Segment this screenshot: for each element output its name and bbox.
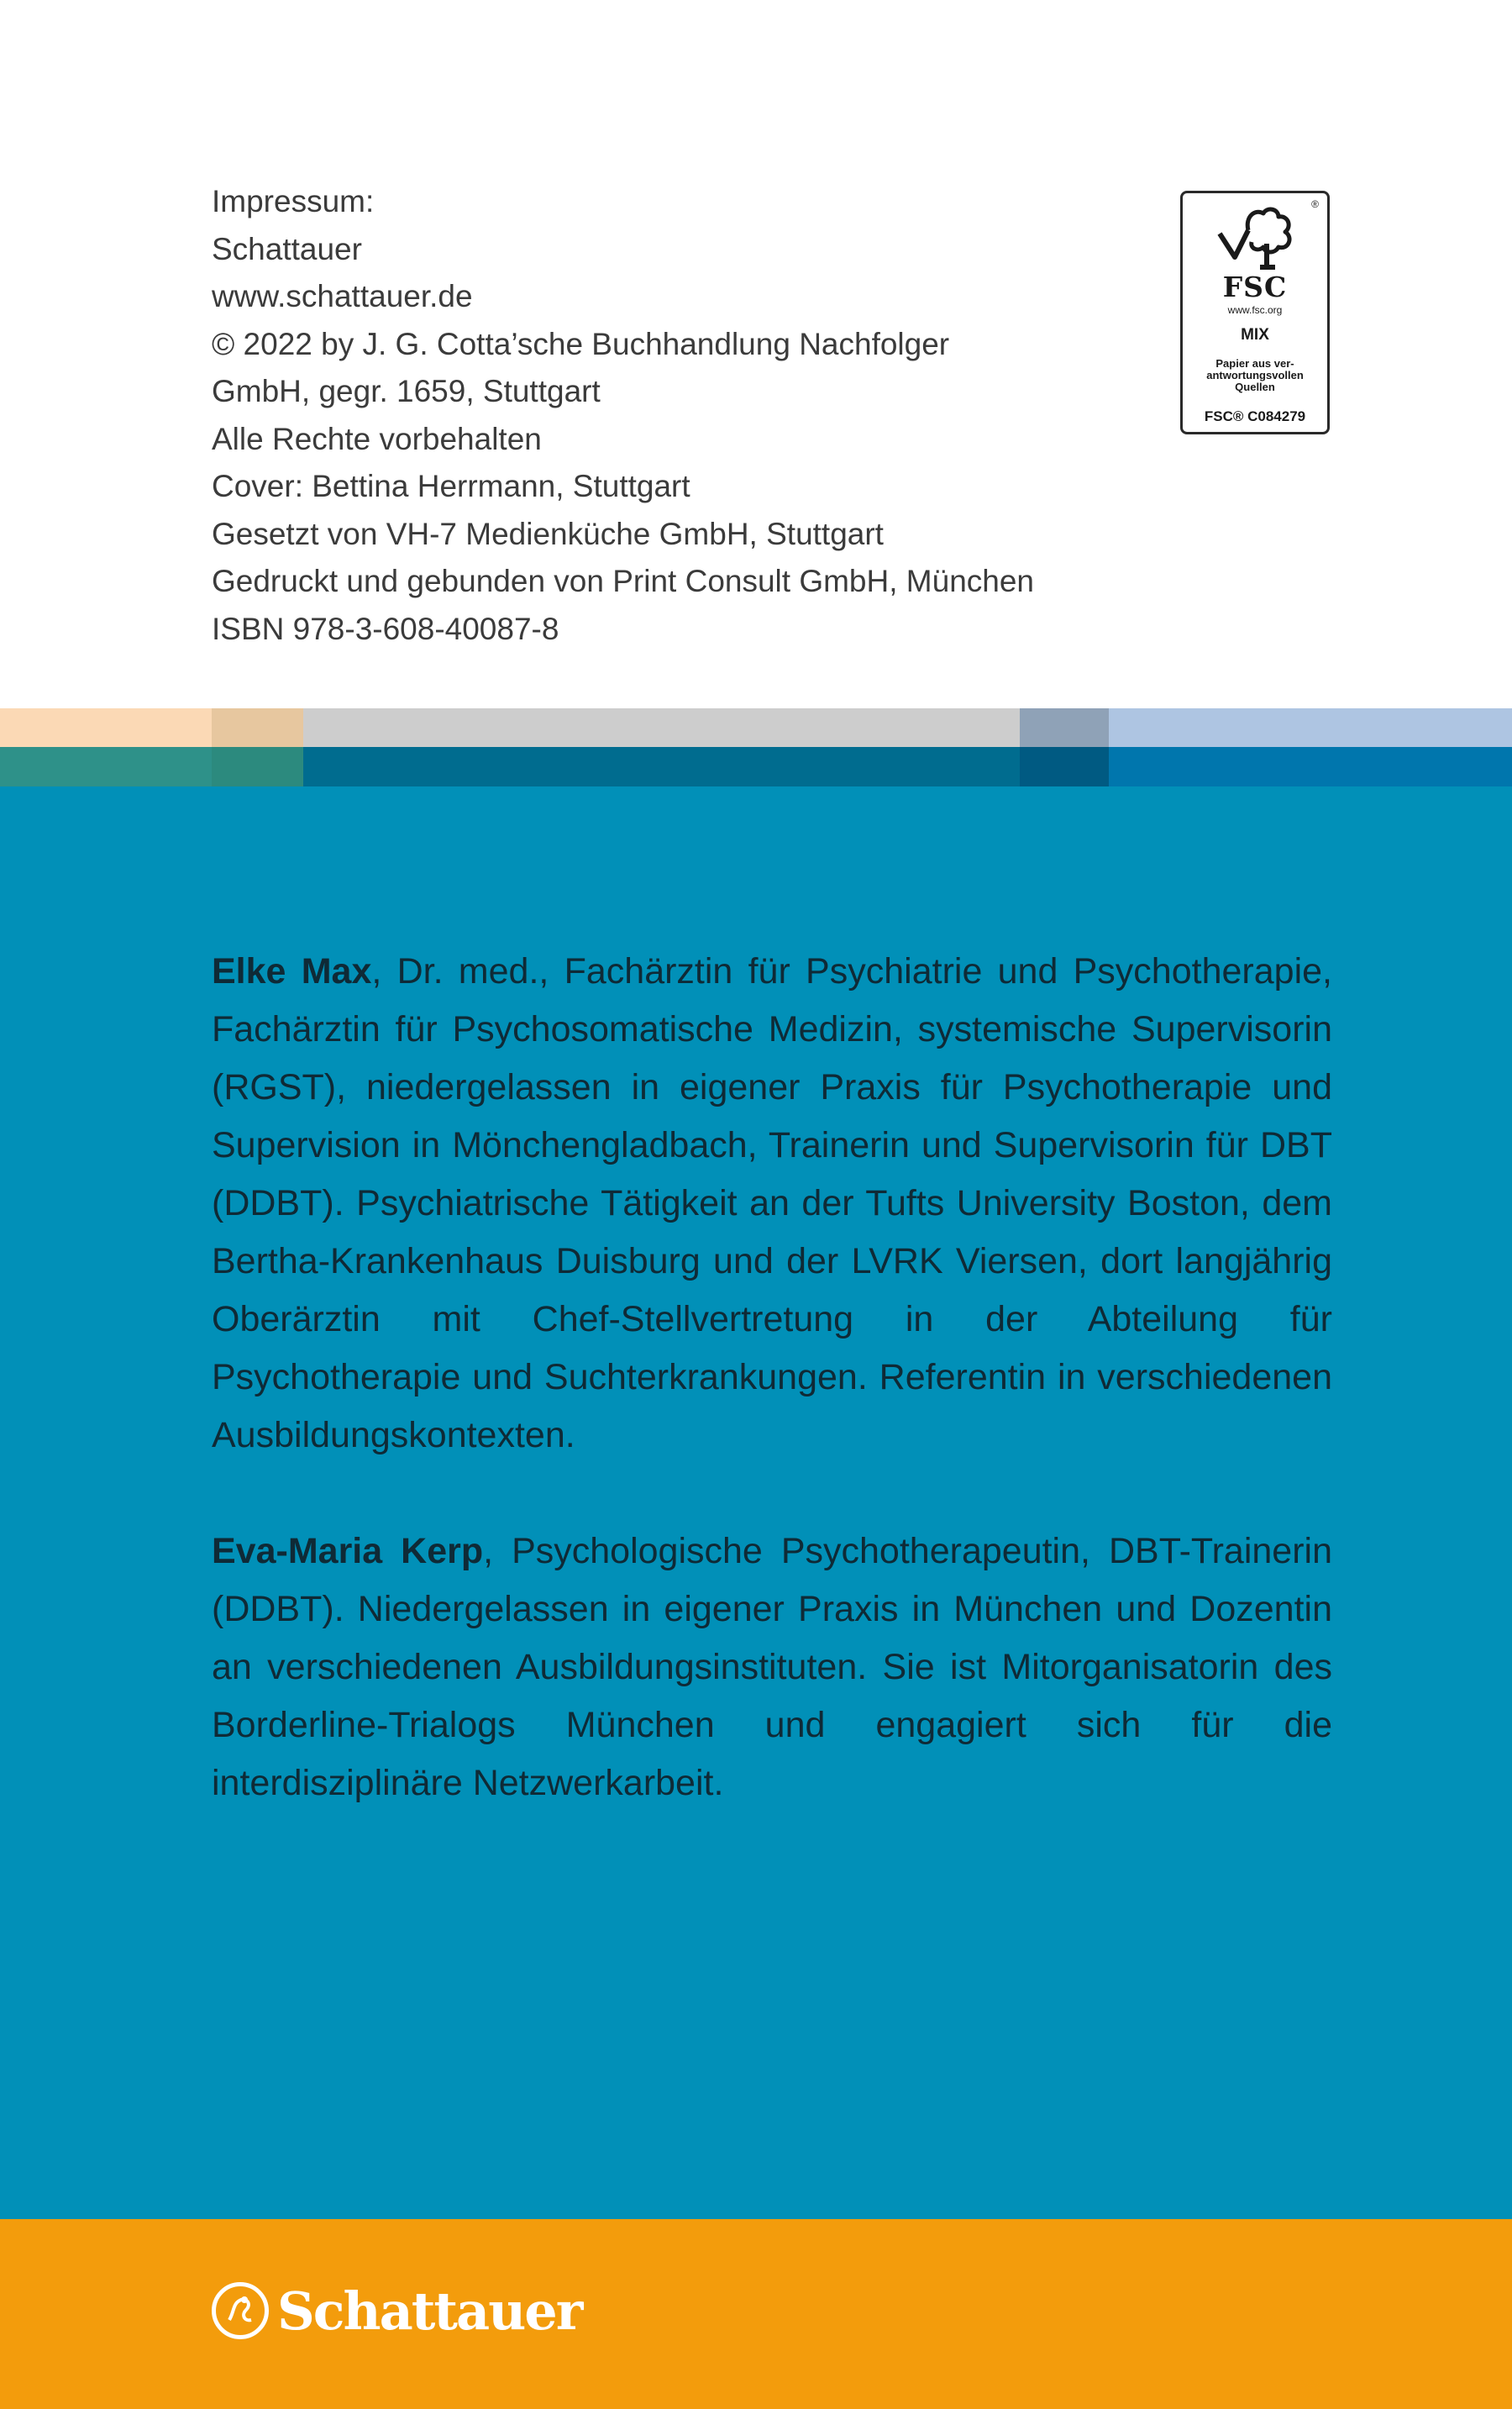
stripe-bottom-1: [0, 747, 212, 786]
fsc-registered-mark: ®: [1311, 198, 1319, 210]
stripe-bottom-5: [1109, 747, 1512, 786]
publisher-name: Schattauer: [277, 2280, 582, 2342]
fsc-description-line: antwortungsvollen: [1206, 369, 1304, 381]
stripe-top-3: [303, 708, 1020, 747]
author-bio-panel: [0, 786, 1512, 2219]
imprint-line: www.schattauer.de: [212, 279, 473, 313]
stripe-top-2: [212, 708, 303, 747]
imprint-line: Cover: Bettina Herrmann, Stuttgart: [212, 469, 690, 503]
fsc-name: FSC: [1222, 271, 1288, 303]
stripe-top-4: [1020, 708, 1109, 747]
imprint-line: © 2022 by J. G. Cotta’sche Buchhandlung Nachfolger: [212, 326, 950, 361]
publisher-logo: [212, 2273, 581, 2349]
fsc-description-line: Papier aus ver-: [1215, 357, 1294, 370]
imprint-line: Gedruckt und gebunden von Print Consult GmbH, München: [212, 564, 1035, 598]
author-bio-eva-maria-kerp: [212, 1523, 1332, 1812]
stripe-top-1: [0, 708, 212, 747]
stripe-bottom-2: [212, 747, 303, 786]
publisher-footer: [0, 2219, 1512, 2409]
stripe-top-5: [1109, 708, 1512, 747]
imprint-line: Alle Rechte vorbehalten: [212, 421, 542, 456]
imprint-block: [212, 178, 1136, 653]
fsc-description-line: Quellen: [1235, 381, 1275, 393]
author-name: Elke Max: [212, 951, 372, 991]
fsc-mix: MIX: [1241, 326, 1269, 344]
schattauer-emblem-icon: [212, 2282, 269, 2339]
stripe-bottom-4: [1020, 747, 1109, 786]
author-bio-text: , Psychologische Psychotherapeutin, DBT-Trainerin (DDBT). Niedergelassen in eigener Praxis in München und Dozentin an verschiedenen Ausbildungsinstituten. Sie ist Mitorganisatorin des Borderline-Trialogs München und engagiert sich für die interdisziplinäre Netzwerkarbeit.: [212, 1531, 1332, 1803]
imprint-line: GmbH, gegr. 1659, Stuttgart: [212, 374, 601, 408]
fsc-tree-icon: [1211, 205, 1304, 272]
fsc-label: [1180, 191, 1330, 434]
fsc-url: www.fsc.org: [1227, 304, 1283, 316]
imprint-line: ISBN 978-3-608-40087-8: [212, 611, 559, 646]
imprint-line: Schattauer: [212, 231, 362, 266]
stripe-bottom-3: [303, 747, 1020, 786]
imprint-line: Gesetzt von VH-7 Medienküche GmbH, Stuttgart: [212, 516, 884, 551]
fsc-code: FSC® C084279: [1204, 408, 1306, 424]
imprint-line: Impressum:: [212, 184, 375, 218]
author-bio-text: , Dr. med., Fachärztin für Psychiatrie und Psychotherapie, Fachärztin für Psychosomatische Medizin, systemische Supervisorin (RGST), niedergelassen in eigener Praxis für Psychotherapie und Supervision in Mönchengladbach, Trainerin und Supervisorin für DBT (DDBT). Psychiatrische Tätigkeit an der Tufts University Boston, dem Bertha-Krankenhaus Duisburg und der LVRK Viersen, dort langjährig Oberärztin mit Chef-Stellvertretung in der Abteilung für Psychotherapie und Suchterkrankungen. Referentin in verschiedenen Ausbildungskontexten.: [212, 951, 1332, 1455]
author-name: Eva-Maria Kerp: [212, 1531, 484, 1571]
fsc-description: [1186, 358, 1324, 393]
author-bio-elke-max: [212, 943, 1332, 1465]
